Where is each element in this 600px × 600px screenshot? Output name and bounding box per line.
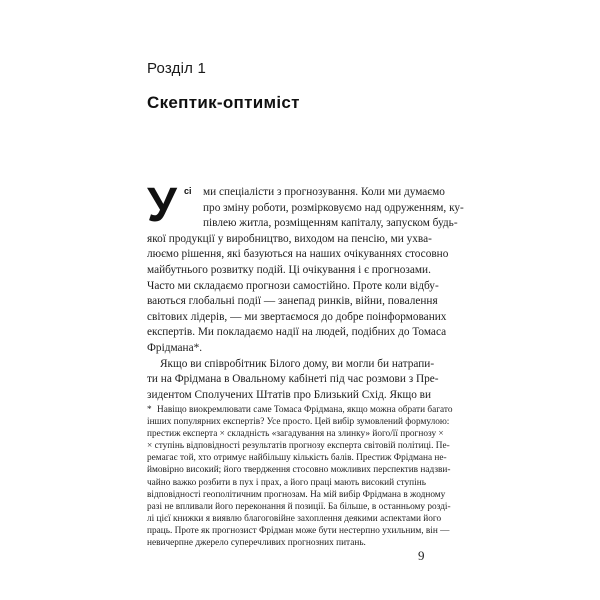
body-line: ми спеціалісти з прогнозування. Коли ми думаємо [203, 186, 445, 198]
body-line: про зміну роботи, розмірковуємо над одруженням, ку- [203, 201, 464, 214]
body-text [147, 185, 464, 403]
drop-cap-tail: сі [184, 186, 192, 196]
footnote-line: інших популярних експертів? Усе просто. Цей вибір зумовлений формулою: [147, 417, 450, 428]
footnote-line: разі не впливали його переконання й позиції. Ба більше, в останньому розді- [147, 501, 451, 512]
body-line: Часто ми складаємо прогнози самостійно. Проте коли відбу- [147, 279, 439, 292]
footnote-mark: * [147, 405, 152, 415]
drop-cap: У [147, 179, 177, 232]
footnote-line: чайно важко розбити в пух і прах, а його праці мають високий ступінь [147, 477, 426, 488]
footnote-line: ймовірно високий; його твердження стосовно можливих перспектив надзви- [147, 465, 451, 476]
footnote-line [147, 404, 453, 416]
footnote-line: праць. Проте як прогнозист Фрідман може бути нестерпно ухильним, він — [147, 525, 450, 536]
footnote-line: невичерпне джерело суперечливих прогнозних питань. [147, 538, 366, 549]
footnote-text: Навіщо виокремлювати саме Томаса Фрідмана, якщо можна обрати багато [157, 405, 453, 415]
chapter-label: Розділ 1 [147, 60, 207, 77]
body-line: зидентом Сполучених Штатів про Близький Схід. Якщо ви [147, 388, 432, 401]
footnote-line: × ступінь відповідності результатів прогнозу експерта світовій політиці. Пе- [147, 441, 450, 452]
body-line: майбутнього розвитку подій. Ці очікування і є прогнозами. [147, 263, 431, 276]
footnote-line: відповідності геополітичним прогнозам. На мій вибір Фрідмана в жодному [147, 489, 446, 500]
body-line: люємо рішення, які базуються на наших очікуваннях стосовно [147, 248, 449, 261]
body-line: якої продукції у виробництво, виходом на пенсію, ми ухва- [147, 232, 432, 245]
footnote [147, 404, 453, 549]
chapter-title: Скептик-оптиміст [147, 93, 300, 112]
footnote-line: ремагає той, хто отримує найбільшу кількість балів. Престиж Фрідмана не- [147, 453, 447, 464]
body-line: ваються глобальні події — занепад ринків, війни, повалення [147, 295, 438, 308]
body-line: експертів. Ми покладаємо надії на людей, подібних до Томаса [147, 326, 447, 339]
footnote-line: лі цієї книжки я виявлю благоговійне захоплення деякими аспектами його [147, 513, 442, 524]
page-number: 9 [418, 548, 425, 563]
body-line: світових лідерів, — ми звертаємося до добре поінформованих [147, 310, 447, 323]
body-line: ти на Фрідмана в Овальному кабінеті під час розмови з Пре- [147, 373, 439, 386]
body-line: Якщо ви співробітник Білого дому, ви могли би натрапи- [160, 357, 435, 370]
footnote-line: престиж експерта × складність «загадування на злинку» його/її прогнозу × [147, 429, 444, 440]
body-line: півлею житла, розміщенням капіталу, запуском будь- [203, 217, 458, 230]
body-line: Фрідмана*. [147, 341, 203, 354]
